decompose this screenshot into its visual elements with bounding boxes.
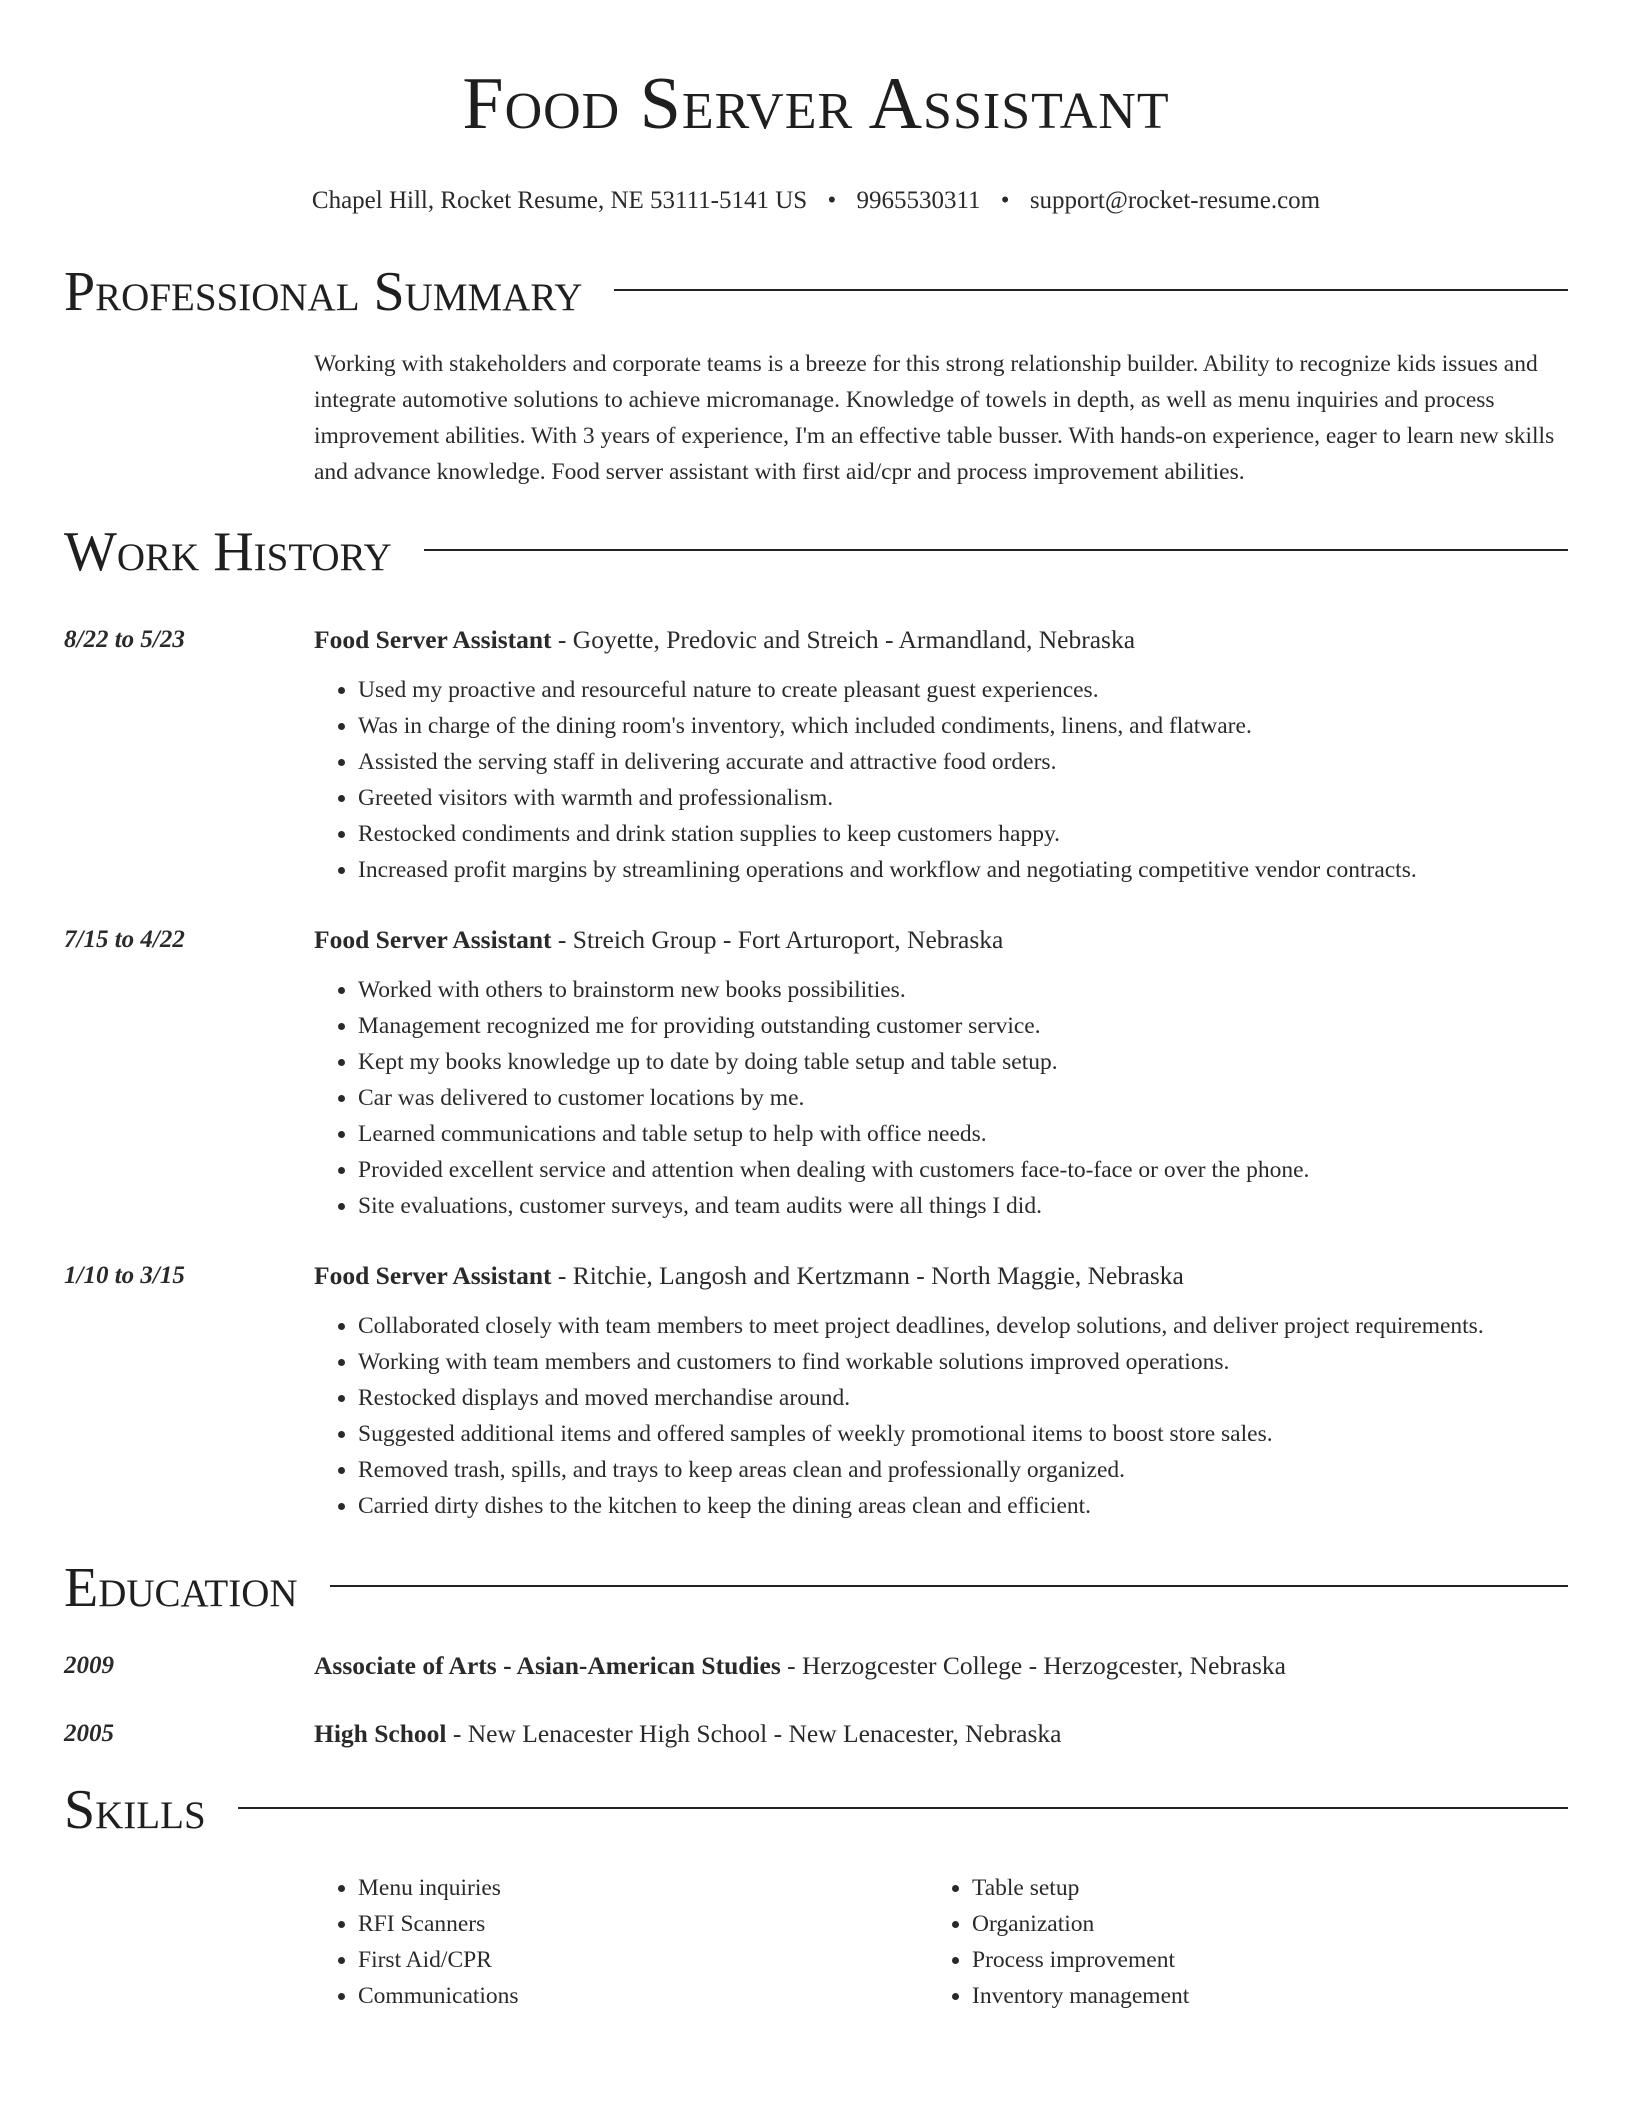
skill-item: • RFI Scanners <box>358 1906 928 1942</box>
section-divider <box>424 549 1568 551</box>
education-details: - New Lenacester High School - New Lenacester, Nebraska <box>446 1719 1062 1748</box>
skills-list <box>314 1870 1568 2014</box>
job-bullet: • Car was delivered to customer locations by me. <box>358 1080 1568 1116</box>
job-title-line <box>314 1260 1568 1292</box>
contact-address: Chapel Hill, Rocket Resume, NE 53111-5141 US <box>311 187 808 214</box>
job-details: - Ritchie, Langosh and Kertzmann - North Maggie, Nebraska <box>551 1261 1184 1290</box>
job-bullets <box>314 672 1568 888</box>
skills-section-header <box>64 1778 1568 1842</box>
job-bullet: • Kept my books knowledge up to date by doing table setup and table setup. <box>358 1044 1568 1080</box>
job-dates: 8/22 to 5/23 <box>64 626 185 653</box>
job-bullet: • Carried dirty dishes to the kitchen to keep the dining areas clean and efficient. <box>358 1488 1568 1524</box>
contact-phone: 9965530311 <box>856 187 981 214</box>
job-bullet: • Worked with others to brainstorm new books possibilities. <box>358 972 1568 1008</box>
job-bullet: • Was in charge of the dining room's inventory, which included condiments, linens, and flatware. <box>358 708 1568 744</box>
job-bullet: • Assisted the serving staff in delivering accurate and attractive food orders. <box>358 744 1568 780</box>
education-entry <box>64 1650 1568 1682</box>
education-section-header <box>64 1556 1568 1620</box>
job-body <box>314 1260 1568 1524</box>
section-title-education: Education <box>64 1557 298 1619</box>
contact-email: support@rocket-resume.com <box>1029 187 1321 214</box>
job-title-line <box>314 924 1568 956</box>
job-bullets <box>314 1308 1568 1524</box>
job-role: Food Server Assistant <box>314 925 552 954</box>
work-section-header <box>64 520 1568 584</box>
job-bullet: • Restocked displays and moved merchandise around. <box>358 1380 1568 1416</box>
job-bullet: • Increased profit margins by streamlining operations and workflow and negotiating competitive vendor contracts. <box>358 852 1568 888</box>
education-title-line <box>314 1650 1286 1682</box>
job-bullet: • Learned communications and table setup to help with office needs. <box>358 1116 1568 1152</box>
job-body <box>314 924 1568 1224</box>
skill-item: • Inventory management <box>972 1978 1542 2014</box>
job-bullet: • Collaborated closely with team members to meet project deadlines, develop solutions, and deliver project requirements. <box>358 1308 1568 1344</box>
skills-column-2 <box>928 1870 1542 2014</box>
summary-text: Working with stakeholders and corporate teams is a breeze for this strong relationship builder. Ability to recognize kids issues and integrate automotive solutions to achieve micromanage. Knowledge of towels in depth, as well as menu inquiries and process improvement abilities. With 3 years of experience, I'm an effective table busser. With hands-on experience, eager to learn new skills and advance knowledge. Food server assistant with first aid/cpr and process improvement abilities. <box>314 351 1555 485</box>
education-year: 2005 <box>64 1720 114 1747</box>
contact-line <box>64 184 1568 218</box>
job-dates: 7/15 to 4/22 <box>64 926 185 953</box>
job-bullet: • Provided excellent service and attention when dealing with customers face-to-face or over the phone. <box>358 1152 1568 1188</box>
job-entry <box>64 1260 1568 1524</box>
education-degree: Associate of Arts - Asian-American Studies <box>314 1651 781 1680</box>
education-details: - Herzogcester College - Herzogcester, Nebraska <box>780 1651 1286 1680</box>
contact-separator: • <box>1000 187 1010 214</box>
job-dates: 1/10 to 3/15 <box>64 1262 185 1289</box>
job-bullet: • Removed trash, spills, and trays to keep areas clean and professionally organized. <box>358 1452 1568 1488</box>
job-bullet: • Greeted visitors with warmth and professionalism. <box>358 780 1568 816</box>
job-bullet: • Site evaluations, customer surveys, and team audits were all things I did. <box>358 1188 1568 1224</box>
skill-item: • Communications <box>358 1978 928 2014</box>
summary-section-header <box>64 260 1568 324</box>
education-title-line <box>314 1718 1061 1750</box>
job-details: - Goyette, Predovic and Streich - Armandland, Nebraska <box>551 625 1136 654</box>
skill-item: • First Aid/CPR <box>358 1942 928 1978</box>
job-title-line <box>314 624 1568 656</box>
job-entry <box>64 624 1568 888</box>
job-details: - Streich Group - Fort Arturoport, Nebraska <box>551 925 1004 954</box>
section-divider <box>330 1585 1568 1587</box>
job-role: Food Server Assistant <box>314 1261 552 1290</box>
section-title-work: Work History <box>64 521 392 583</box>
skill-item: • Process improvement <box>972 1942 1542 1978</box>
education-entry <box>64 1718 1568 1750</box>
job-entry <box>64 924 1568 1224</box>
education-year: 2009 <box>64 1652 114 1679</box>
skill-item: • Menu inquiries <box>358 1870 928 1906</box>
job-body <box>314 624 1568 888</box>
section-divider <box>238 1807 1568 1809</box>
skills-column-1 <box>314 1870 928 2014</box>
skill-item: • Table setup <box>972 1870 1542 1906</box>
job-bullet: • Working with team members and customers to find workable solutions improved operations. <box>358 1344 1568 1380</box>
job-bullet: • Restocked condiments and drink station supplies to keep customers happy. <box>358 816 1568 852</box>
skill-item: • Organization <box>972 1906 1542 1942</box>
section-title-skills: Skills <box>64 1779 206 1841</box>
job-bullets <box>314 972 1568 1224</box>
job-role: Food Server Assistant <box>314 625 552 654</box>
contact-separator: • <box>827 187 837 214</box>
section-title-summary: Professional Summary <box>64 261 583 323</box>
job-bullet: • Suggested additional items and offered samples of weekly promotional items to boost store sales. <box>358 1416 1568 1452</box>
job-bullet: • Management recognized me for providing outstanding customer service. <box>358 1008 1568 1044</box>
resume-name: Food Server Assistant <box>462 63 1170 145</box>
education-degree: High School <box>314 1719 447 1748</box>
section-divider <box>614 289 1568 291</box>
job-bullet: • Used my proactive and resourceful nature to create pleasant guest experiences. <box>358 672 1568 708</box>
